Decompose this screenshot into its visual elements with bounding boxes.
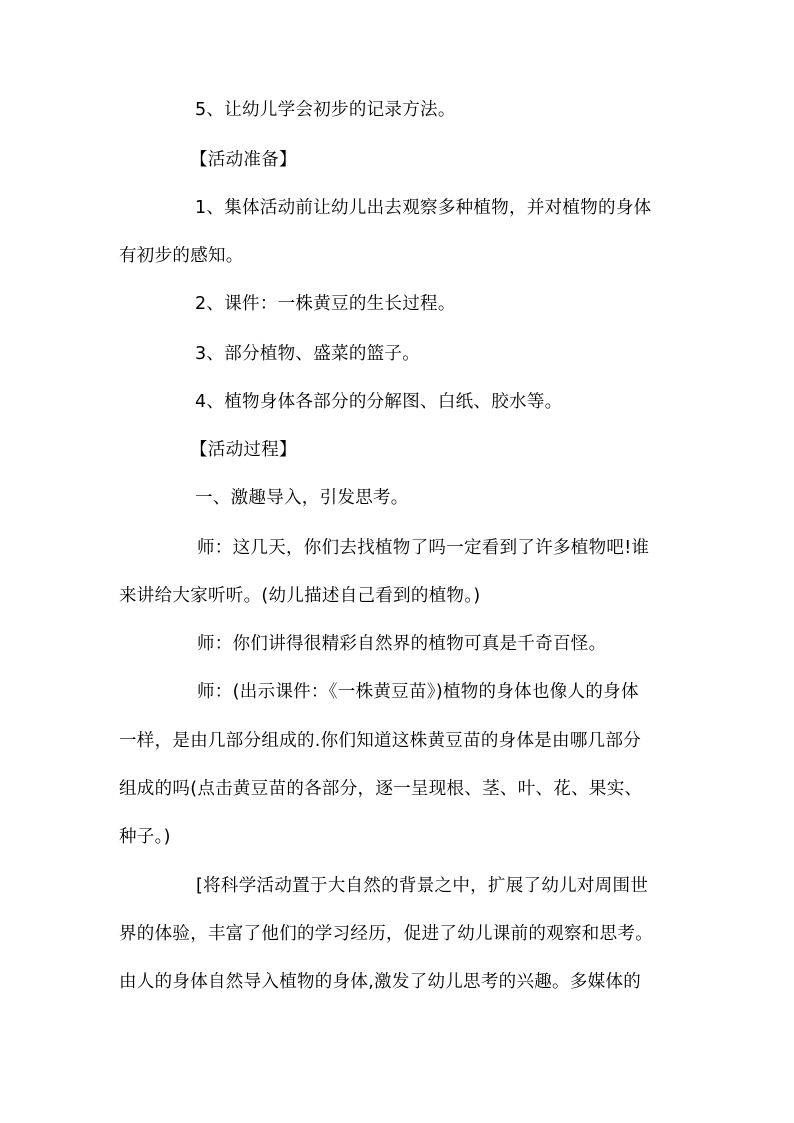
text-line-prep-1-cont: 有初步的感知。 xyxy=(119,246,244,266)
text-line-teacher-2: 师：你们讲得很精彩自然界的植物可真是千奇百怪。 xyxy=(197,634,607,654)
section-heading-process: 【活动过程】 xyxy=(190,440,297,460)
text-line-teacher-3: 师：(出示课件：《一株黄豆苗》)植物的身体也像人的身体 xyxy=(197,682,639,702)
text-line-prep-2: 2、课件：一株黄豆的生长过程。 xyxy=(195,294,456,314)
text-line-prep-1: 1、集体活动前让幼儿出去观察多种植物，并对植物的身体 xyxy=(195,198,652,218)
text-line-teacher-3-cont-3: 种子。) xyxy=(119,827,171,847)
section-heading-preparation: 【活动准备】 xyxy=(190,150,297,170)
text-line-prep-4: 4、植物身体各部分的分解图、白纸、胶水等。 xyxy=(195,392,563,412)
text-line-note: [将科学活动置于大自然的背景之中，扩展了幼儿对周围世 xyxy=(196,876,649,896)
text-line-prep-3: 3、部分植物、盛菜的篮子。 xyxy=(195,344,421,364)
text-line-step-1: 一、激趣导入，引发思考。 xyxy=(195,488,409,508)
text-line-teacher-1-cont: 来讲给大家听听。(幼儿描述自己看到的植物。) xyxy=(119,586,481,606)
text-line-teacher-3-cont-1: 一样，是由几部分组成的.你们知道这株黄豆苗的身体是由哪几部分 xyxy=(119,731,642,751)
text-line-goal-5: 5、让幼儿学会初步的记录方法。 xyxy=(195,100,456,120)
text-line-teacher-3-cont-2: 组成的吗(点击黄豆苗的各部分，逐一呈现根、茎、叶、花、果实、 xyxy=(119,779,643,799)
text-line-note-cont-2: 由人的身体自然导入植物的身体,激发了幼儿思考的兴趣。多媒体的 xyxy=(119,972,642,992)
text-line-teacher-1: 师：这几天，你们去找植物了吗一定看到了许多植物吧!谁 xyxy=(197,538,650,558)
text-line-note-cont-1: 界的体验，丰富了他们的学习经历，促进了幼儿课前的观察和思考。 xyxy=(119,924,653,944)
